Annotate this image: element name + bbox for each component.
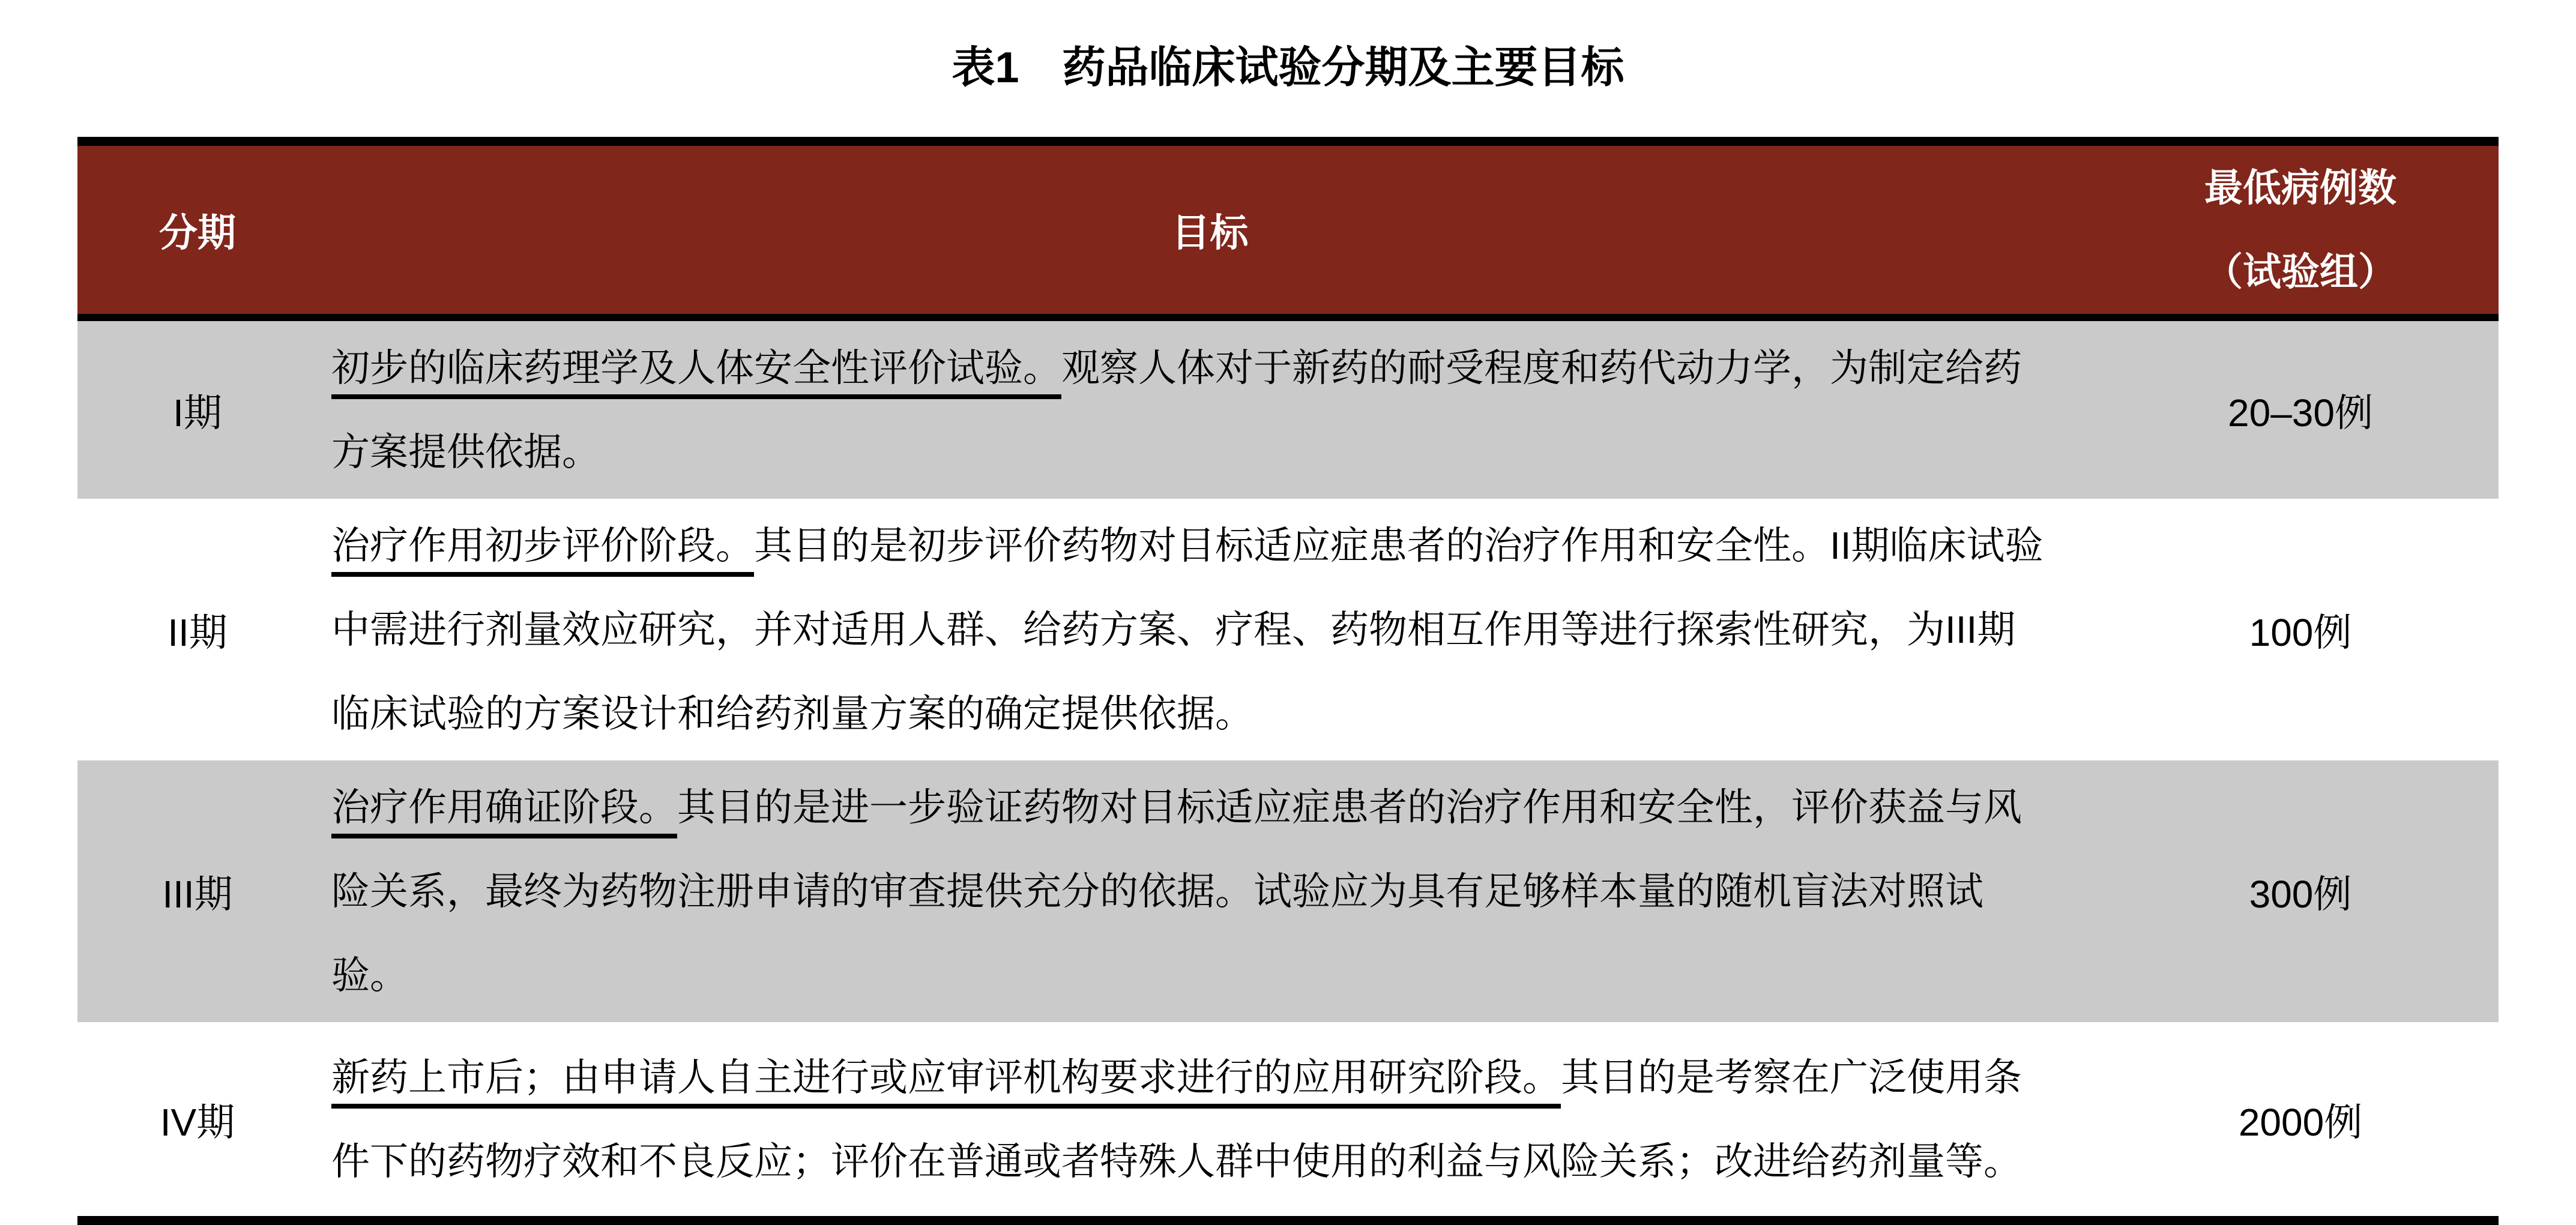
- goal-cell: [318, 1022, 2102, 1220]
- goal-rest-text: 观察人体对于新药的耐受程度和药代动力学，为制定给药方案提供依据。: [331, 346, 2022, 474]
- table-row-phase-3: [77, 760, 2499, 1022]
- min-cases-cell: 20–30例: [2102, 318, 2499, 499]
- phase-cell: I期: [77, 318, 318, 499]
- clinical-trial-table: [77, 137, 2499, 1225]
- phase-cell: III期: [77, 760, 318, 1022]
- min-cases-cell: 300例: [2102, 760, 2499, 1022]
- header-min-cases: [2102, 142, 2499, 318]
- header-min-cases-line2: （试验组）: [2204, 250, 2397, 294]
- table-row-phase-2: [77, 499, 2499, 760]
- min-cases-cell: 2000例: [2102, 1022, 2499, 1220]
- phase-cell: II期: [77, 499, 318, 760]
- header-phase: 分期: [77, 142, 318, 318]
- goal-rest-text: 其目的是考察在广泛使用条件下的药物疗效和不良反应；评价在普通或者特殊人群中使用的利益与风险关系；改进给药剂量等。: [331, 1055, 2022, 1183]
- phase-cell: IV期: [77, 1022, 318, 1220]
- table-row-phase-4: [77, 1022, 2499, 1220]
- goal-cell: [318, 499, 2102, 760]
- goal-underlined-text: 治疗作用确证阶段。: [331, 786, 677, 829]
- goal-cell: [318, 318, 2102, 499]
- goal-underlined-text: 新药上市后；由申请人自主进行或应审评机构要求进行的应用研究阶段。: [331, 1055, 1561, 1099]
- header-min-cases-line1: 最低病例数: [2204, 166, 2397, 210]
- min-cases-cell: 100例: [2102, 499, 2499, 760]
- goal-cell: [318, 760, 2102, 1022]
- header-goal: 目标: [318, 142, 2102, 318]
- goal-underlined-text: 治疗作用初步评价阶段。: [331, 524, 754, 568]
- table-row-phase-1: [77, 318, 2499, 499]
- table-title: 表1 药品临床试验分期及主要目标: [952, 44, 1624, 92]
- header-row: [77, 142, 2499, 318]
- goal-rest-text: 其目的是初步评价药物对目标适应症患者的治疗作用和安全性。II期临床试验中需进行剂量效应研究，并对适用人群、给药方案、疗程、药物相互作用等进行探索性研究，为III期临床试验的方案设计和给药剂量方案的确定提供依据。: [331, 524, 2044, 736]
- goal-rest-text: 其目的是进一步验证药物对目标适应症患者的治疗作用和安全性，评价获益与风险关系，最终为药物注册申请的审查提供充分的依据。试验应为具有足够样本量的随机盲法对照试验。: [331, 786, 2022, 998]
- goal-underlined-text: 初步的临床药理学及人体安全性评价试验。: [331, 346, 1061, 390]
